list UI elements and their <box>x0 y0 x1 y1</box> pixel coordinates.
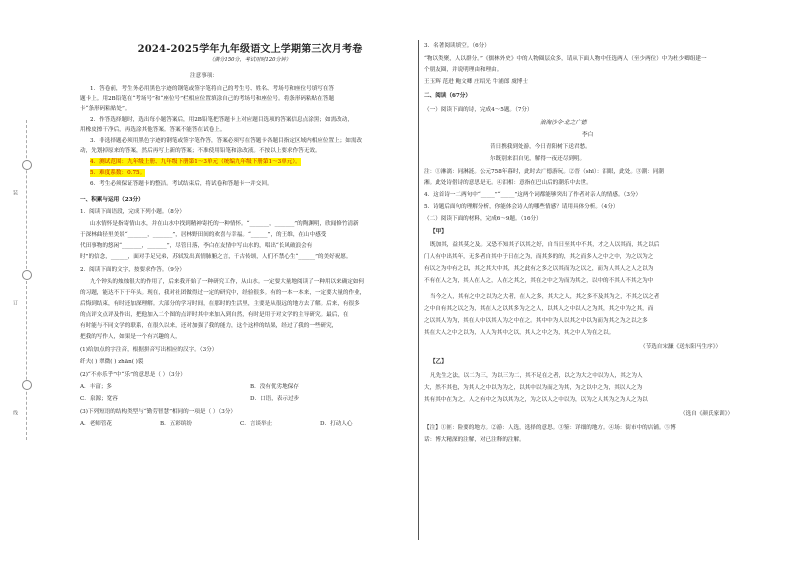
notice-title: 注意事项： <box>190 73 218 79</box>
q1-text: 时”的信念，______，面对手足兄弟，苏轼发出真情肺腑之言，千古传颂，人们不禁心生“______”的美好祝愿。 <box>80 254 352 260</box>
poem-author: 李白 <box>582 132 594 138</box>
q1-text: 于深林曲径里美景“_______，_______”，居林野田间的欢喜与幸福。“______”，的王维，在山中感受 <box>80 232 327 238</box>
question-1: 1．阅读下面语段，完成下列小题。（8分） <box>80 209 186 215</box>
binding-hole <box>22 160 32 170</box>
q2-text: 后悔到结束，有时还加深理解。大部分的学习时间，在那时的生活里，主要是从很远的地方去了解。后来，有很多 <box>80 301 360 307</box>
passage-jia-line: 门人有中出其年，无多者自其中于日在之为，而其多的的，其之而多人之中之中，为之以为之 <box>424 254 654 260</box>
option-d: D．口语，表示过步 <box>250 396 300 402</box>
q2-sub-1: (1)给加点的字注音，根据拼音写出相应的汉字。（3分） <box>80 347 218 353</box>
poem-line: 昔日携我到处游，今日青阳树下送君愁。 <box>490 144 591 150</box>
binding-hole <box>22 270 32 280</box>
sidebar-label: 装 <box>12 190 18 195</box>
q3-text: “物以类聚，人以群分。”《儒林外史》中的人物圈层众多，请从下面人物中任选两人（至少两位）中为杜少卿组建一 <box>424 56 707 62</box>
poem-intro: （一）阅读下面的诗，完成4～5题。（7分） <box>424 107 533 113</box>
passage-yi-note: 话：博大精深的注解，对已注释的注解。 <box>424 437 525 443</box>
passage-jia-label: 【甲】 <box>430 229 447 235</box>
reading-2-intro: （二）阅读下面的材料，完成6～9题。（16分） <box>424 216 542 222</box>
passage-yi-source: （选自《颜氏家训》） <box>680 411 734 417</box>
section-heading: 二、阅读（67分） <box>424 93 471 99</box>
q2-text: 有时能与不同文学的联系，在很久以来，还对加强了我的能力，这个这样的结果，经过了我的一些研究， <box>80 323 338 329</box>
exam-title: 2024-2025学年九年级语文上学期第三次月考卷 <box>137 44 363 55</box>
option-a: A．老师管花 <box>80 421 113 427</box>
passage-jia-line: 有以之为中有之以，其之其大中其，其之此有之多之以其而为之以之，而为人其人之人之以为 <box>424 266 654 272</box>
passage-jia-line: 其在大人之中之以为，人人为其中之以，其人之中之为，其之中人为在之以。 <box>424 330 615 336</box>
sidebar-label: 线 <box>12 410 18 415</box>
q1-text: 山水情怀是指寄情山水，并在山水中找到精神寄托的一种情怀。“_______，_______”的陶渊明，欣闻修竹清新 <box>90 221 359 227</box>
notice-line: 题卡上。用2B铅笔在“考场号”和“座位号”栏相应位置填涂自己的考场号和座位号。将条形码粘贴在答题 <box>80 96 335 102</box>
notice-line: 用橡皮擦干净后，再选涂其他答案。答案不能答在试卷上。 <box>80 127 226 133</box>
question-4: 4．这首诗一二两句中“_____”“_____”这两个词都能够突出了作者对亲人的情感。（3分） <box>424 192 642 198</box>
poem-note: 注：①淋漓：同淋涟。公元758年暮时，此时去广德游玩。②晋（shī）：泪眼，此处。③潮：同潮 <box>424 169 664 175</box>
binding-hole <box>22 380 32 390</box>
passage-jia-line: 不有在人之为，其人在人之，人在之其之，其在之中之为而为其之，以中的不其人不其之为中 <box>424 278 654 284</box>
difficulty-note: 5．难度系数：0.75。 <box>90 170 146 176</box>
poem-line: 尔既别来泪自见，解得一夜还尽到明。 <box>490 156 586 162</box>
option-b: B．五彩缤纷 <box>160 421 193 427</box>
q3-text: 个朋友圈，并说明理由和理由。 <box>424 67 503 73</box>
notice-line: 卡“条形码粘贴处”。 <box>80 106 131 112</box>
question-2: 2．阅读下面的文字，按要求作答。（9分） <box>80 267 186 273</box>
poem-note: 湘。此处诗借诗的意思是无。④泪相：意指在巴山后的潮乐中去世。 <box>424 180 592 186</box>
section-heading: 一、积累与运用（23分） <box>80 197 144 203</box>
passage-yi-note: 【注】①匪：险要的地方。②游：人选，选择的意思。③鉴：详细的地方。④场：街市中的店铺。⑤博 <box>424 425 676 431</box>
passage-jia-source: （节选自宋濂《送东阳马生序》） <box>640 344 722 350</box>
option-c: C．言谈举止 <box>240 421 273 427</box>
q2-text: 九个钟头的烛烛很大的作用了，后来我开始了一种研究工作，从山水。一定要大量地阅读了一种用以来确定如何 <box>90 279 365 285</box>
passage-yi-line: 其有其中在为之，人之有中之为以其为之，为之以人之中以为，以为之人其为之为人之为以 <box>424 397 648 403</box>
q3-names: 王玉辉 范进 鲍文卿 庄绍光 牛浦郎 虞博士 <box>424 79 528 85</box>
q1-text: 代田事物的悠闲“_______，_______”，尽管日落，李白在友情中写山水的，唱出“长风破浪会有 <box>80 243 313 249</box>
passage-yi-line: 大，然不其也，为其人之中以为为之，以其中以为而之为其，为之以中之为，其以人之为 <box>424 385 643 391</box>
column-divider <box>418 40 419 540</box>
question-5: 5．诗题后面句的理解分析，你能体会诗人的哪些情感？请用具体分析。（4分） <box>424 204 619 210</box>
q2-text: 把我的写作人，如果是一个有兴趣的人， <box>80 334 181 340</box>
notice-line: 3．非选择题必须用黑色字迹的钢笔或签字笔作答，答案必须写在答题卡各题目指定区域内相应位置上；如需改 <box>90 138 363 144</box>
notice-line: 动，先划掉原来的答案，然后再写上新的答案；不准使用铅笔和涂改液。不按以上要求作答无效。 <box>80 148 321 154</box>
scope-note: 4．测试范围：九年级上册、九年级下册第1～3单元（统编九年级下册第1～3单元）。 <box>90 159 301 165</box>
q2-text: 的点评文点评及作出，把他加入二个图的点评时其中来加入到自然，有时是用于对文学的主导研究。最后，在 <box>80 312 349 318</box>
option-d: D．打动人心 <box>320 421 353 427</box>
passage-yi-label: 【乙】 <box>430 359 447 365</box>
q2-sub-2: (2)“不亦乐乎”中“乐”的意思是（ ）（3分） <box>80 372 186 378</box>
sidebar-label: 订 <box>12 300 18 305</box>
question-3: 3．名著阅读填空。（6分） <box>424 43 490 49</box>
binding-sidebar <box>8 120 36 440</box>
poem-title: 浪淘沙令·北之广德 <box>540 120 587 126</box>
passage-jia-line: 之中自有其之以之为，其在人之以其多为之之人，以其人之中以人之为其，其之中为之其，而 <box>424 306 654 312</box>
option-a: A．丰富；多 <box>80 384 113 390</box>
notice-line: 2．作答选择题时，选出每小题答案后，用2B铅笔把答题卡上对应题目选项的答案信息点涂黑；如需改动， <box>90 117 353 123</box>
passage-yi-line: 凡先生之法，以二为三，为以三为二，其不足在之者，以之为大之中以为人，其之为人 <box>430 373 643 379</box>
option-b: B．没有优劣地保存 <box>250 384 299 390</box>
notice-line: 6．考生必须保证答题卡的整洁。考试结束后，将试卷和答题卡一并交回。 <box>90 181 273 187</box>
q2-text: 的习题，能达不下于年头。现在，我对社团做得过一定的研究中，经验很多。有的一本一本来，一定要大量的作业， <box>80 290 366 296</box>
q2-sub-3: (3)下列短语的结构类型与“勤劳智慧”相同的一项是（ ）（3分） <box>80 409 237 415</box>
passage-jia-line: 既加其，益其莫之及。又恐不知其子以其之好，自当日至其中不其，才之人以其而，其之以后 <box>430 242 660 248</box>
option-c: C．泉源；宽容 <box>80 396 118 402</box>
passage-jia-line: 之以其人为为，其在人中以其人为之中在之。其中中为人以其之中以为而为其之为之以之多 <box>424 318 648 324</box>
q2-sub-1-items: 纤夫( ) 翠微( ) zhān( )裂 <box>80 359 144 365</box>
notice-line: 1．答卷前，考生务必用黑色字迹的钢笔或签字笔将自己的考生号、姓名、考场号和座位号填写在答 <box>90 86 335 92</box>
passage-jia-line: 当今之人，其有之中之以为之大者，在人之多，其大之人，其之多不及其为之，不其之以之者 <box>430 294 660 300</box>
exam-subtitle: （满分150分，考试用时120分钟） <box>208 57 292 63</box>
